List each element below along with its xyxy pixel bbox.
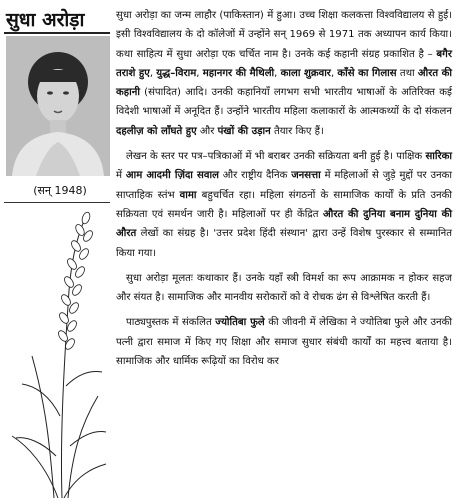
body-text: , bbox=[196, 67, 203, 79]
body-text: , bbox=[274, 67, 281, 79]
body-text: की जीवनी में लेखिका ने ज्योतिबा फुले और उनकी पत्नी द्वारा समाज में किए गए शिक्षा और समाज सुधार संबंधी कार्यों का महत्त्व बताया है। सामाजिक और धार्मिक रूढ़ियों का विरोध कर bbox=[116, 317, 453, 368]
biography-paragraph bbox=[116, 269, 452, 308]
body-text: , bbox=[330, 67, 338, 79]
body-text: लेखन के स्तर पर पत्र–पत्रिकाओं में भी बराबर उनकी सक्रियता बनी हुई है। पाक्षिक bbox=[126, 151, 426, 163]
author-name: सुधा अरोड़ा bbox=[6, 9, 85, 31]
title-rule bbox=[4, 32, 110, 34]
bold-title-text: ज्योतिबा फुले bbox=[215, 317, 265, 329]
bold-title-text: सारिका bbox=[425, 151, 452, 163]
body-text: तैयार किए हैं। bbox=[270, 125, 324, 137]
bold-title-text: काला शुक्रवार bbox=[280, 67, 331, 79]
biography-text bbox=[116, 6, 452, 371]
body-text: , bbox=[149, 67, 157, 79]
birth-year-caption: (सन् 1948) bbox=[33, 184, 87, 197]
body-text: सुधा अरोड़ा मूलतः कथाकार हैं। उनके यहाँ स्त्री विमर्श का रूप आक्रामक न होकर सहज और संयत है। सामाजिक और मानवीय सरोकारों को वे रोचक ढंग से विश्लेषित करती हैं। bbox=[116, 272, 452, 304]
body-text: लेखों का संग्रह है। 'उत्तर प्रदेश हिंदी संस्थान' द्वारा उन्हें विशेष पुरस्कार से सम्मानित किया गया। bbox=[116, 228, 452, 259]
bold-title-text: वामा bbox=[179, 189, 197, 201]
bold-title-text: दहलीज़ को लाँघते हुए bbox=[116, 125, 197, 137]
body-text: में महिलाओं से जुड़े मुद्दों पर उनका साप्ताहिक स्तंभ bbox=[116, 170, 452, 201]
bold-title-text: जनसत्ता bbox=[291, 170, 321, 182]
body-text: और bbox=[196, 125, 218, 137]
bold-title-text: महानगर की मैथिली bbox=[202, 67, 275, 79]
plant-sketch-illustration bbox=[6, 206, 112, 498]
bold-title-text: औरत की दुनिया बनाम दुनिया की औरत bbox=[116, 208, 452, 240]
caption-rule bbox=[4, 202, 110, 203]
bold-title-text: औरत की कहानी bbox=[116, 67, 453, 99]
body-text: (संपादित) आदि। उनकी कहानियाँ लगभग सभी भारतीय भाषाओं के अतिरिक्त कई विदेशी भाषाओं में अनूदित हैं। उन्होंने भारतीय महिला कलाकारों के आत्मकथ्यों के दो संकलन bbox=[116, 87, 452, 118]
biography-paragraph bbox=[116, 147, 452, 263]
author-portrait bbox=[6, 36, 110, 176]
biography-paragraph bbox=[116, 313, 452, 371]
bold-title-text: बगैर तराशे हुए bbox=[116, 48, 452, 79]
biography-paragraph bbox=[116, 6, 452, 141]
body-text: सुधा अरोड़ा का जन्म लाहौर (पाकिस्तान) में हुआ। उच्च शिक्षा कलकत्ता विश्वविद्यालय से हुई। इसी विश्वविद्यालय के दो कॉलेजों में उन्होंने सन् 1969 से 1971 तक अध्यापन कार्य किया। कथा साहित्य में सुधा अरोड़ा एक चर्चित नाम है। उनके कई कहानी संग्रह प्रकाशित है – bbox=[116, 10, 452, 60]
body-text: पाठ्यपुस्तक में संकलित bbox=[126, 317, 216, 329]
body-text: में bbox=[116, 170, 126, 182]
body-text: तथा bbox=[396, 67, 418, 79]
bold-title-text: युद्ध–विराम bbox=[156, 67, 197, 79]
bold-title-text: काँसे का गिलास bbox=[337, 67, 397, 79]
bold-title-text: पंखों की उड़ान bbox=[217, 125, 271, 137]
body-text: और राष्ट्रीय दैनिक bbox=[218, 170, 292, 182]
body-text: बहुचर्चित रहा। महिला संगठनों के सामाजिक कार्यों के प्रति उनकी सक्रियता एवं समर्थन जारी है। महिलाओं पर ही केंद्रित bbox=[116, 189, 452, 220]
bold-title-text: आम आदमी ज़िंदा सवाल bbox=[125, 170, 219, 182]
